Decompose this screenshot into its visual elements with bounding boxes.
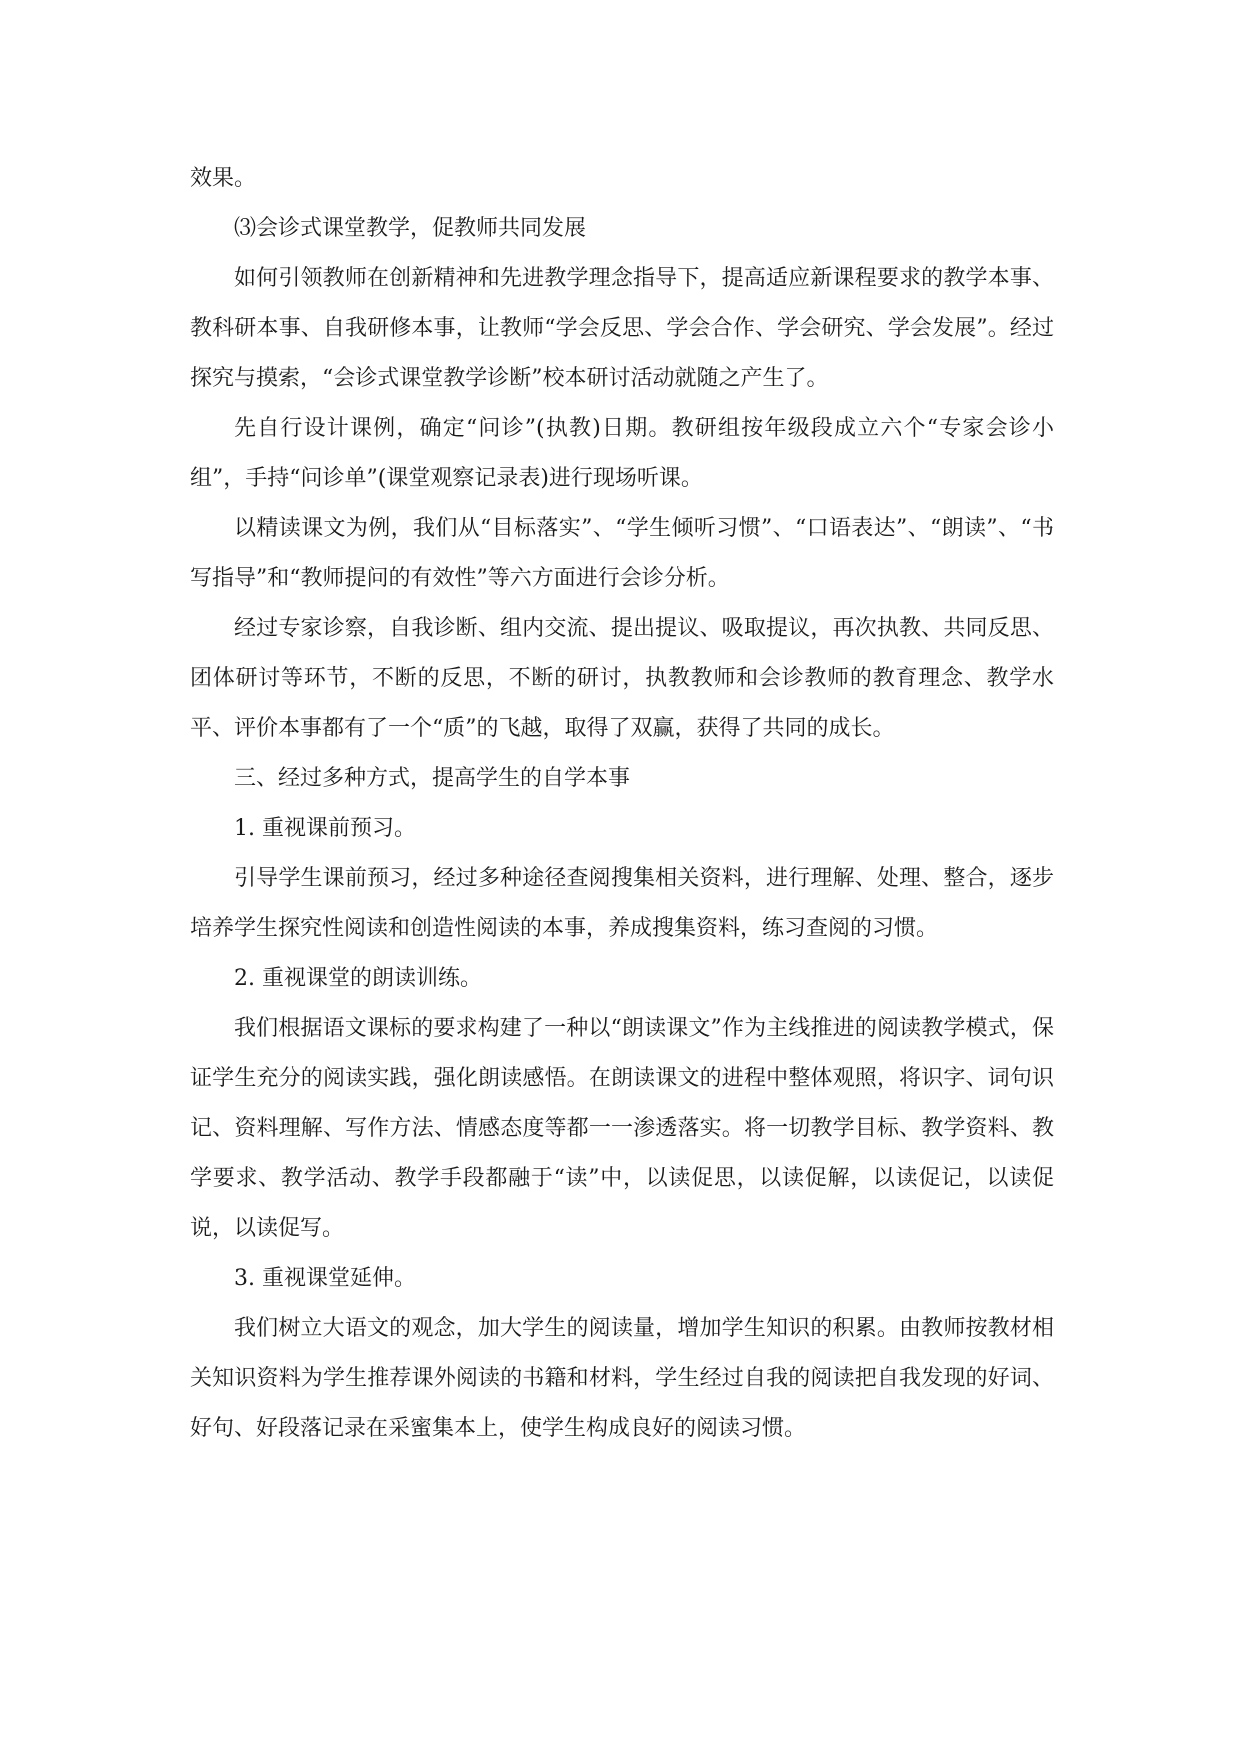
paragraph-preview: 引导学生课前预习，经过多种途径查阅搜集相关资料，进行理解、处理、整合，逐步培养学生探究性阅读和创造性阅读的本事，养成搜集资料，练习查阅的习惯。 (190, 866, 1054, 941)
paragraph-reading-example: 以精读课文为例，我们从“目标落实”、“学生倾听习惯”、“口语表达”、“朗读”、“书写指导”和“教师提问的有效性”等六方面进行会诊分析。 (190, 516, 1054, 591)
paragraph-teacher-guidance: 如何引领教师在创新精神和先进教学理念指导下，提高适应新课程要求的教学本事、教科研本事、自我研修本事，让教师“学会反思、学会合作、学会研究、学会发展”。经过探究与摸索，“会诊式课堂教学诊断”校本研讨活动就随之产生了。 (190, 266, 1054, 391)
list-heading-extension: 3. 重视课堂延伸。 (234, 1266, 416, 1291)
paragraph-extension: 我们树立大语文的观念，加大学生的阅读量，增加学生知识的积累。由教师按教材相关知识资料为学生推荐课外阅读的书籍和材料，学生经过自我的阅读把自我发现的好词、好句、好段落记录在采蜜集本上，使学生构成良好的阅读习惯。 (190, 1316, 1054, 1441)
list-heading-reading-training: 2. 重视课堂的朗读训练。 (234, 966, 482, 991)
paragraph-continuation: 效果。 (190, 166, 257, 191)
paragraph-reading-training: 我们根据语文课标的要求构建了一种以“朗读课文”作为主线推进的阅读教学模式，保证学生充分的阅读实践，强化朗读感悟。在朗读课文的进程中整体观照，将识字、词句识记、资料理解、写作方法、情感态度等都一一渗透落实。将一切教学目标、教学资料、教学要求、教学活动、教学手段都融于“读”中，以读促思，以读促解，以读促记，以读促说，以读促写。 (190, 1016, 1054, 1241)
paragraph-lesson-design: 先自行设计课例，确定“问诊”(执教)日期。教研组按年级段成立六个“专家会诊小组”，手持“问诊单”(课堂观察记录表)进行现场听课。 (190, 416, 1054, 491)
section-heading-self-study: 三、经过多种方式，提高学生的自学本事 (234, 766, 631, 791)
document-body (190, 154, 1054, 1454)
subheading-consultation-teaching: ⑶会诊式课堂教学，促教师共同发展 (234, 216, 587, 241)
list-heading-preview: 1. 重视课前预习。 (234, 816, 416, 841)
paragraph-expert-diagnosis: 经过专家诊察，自我诊断、组内交流、提出提议、吸取提议，再次执教、共同反思、团体研讨等环节，不断的反思，不断的研讨，执教教师和会诊教师的教育理念、教学水平、评价本事都有了一个“质”的飞越，取得了双赢，获得了共同的成长。 (190, 616, 1054, 741)
